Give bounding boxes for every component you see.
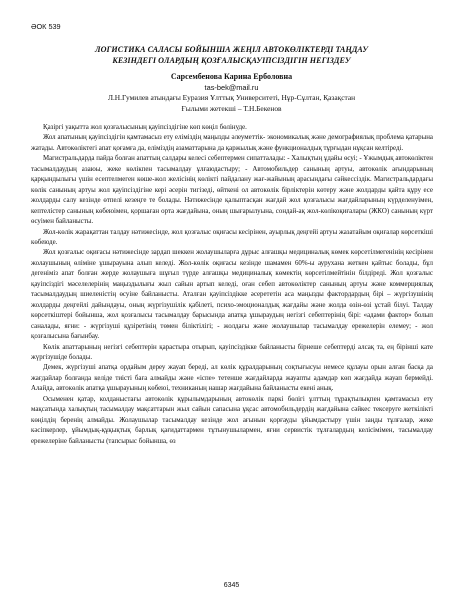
paragraph: Демек, жүргізуші апатқа ордайым дереу жауап береді, ал көлік құралдарының соқтығысуы немесе құлауы орын алған басқа да жағдайлар болғанда келіде тиісті баға алмайды және «іспе» тетенше жағдайларда жауапты адамдар көп жағдайда жауап бермейді. Алайда, автокөлік апатқа ұшырауының көбеюі, техниканың нашар жағдайына байланысты екені анық.	[31, 364, 433, 393]
author-affiliation: Л.Н.Гумилев атындағы Еуразия Ұлттық Университеті, Нұр-Сұлтан, Қазақстан	[107, 93, 356, 102]
paragraph: Магистральдарда пайда болған апаттың салдары келесі себептермен сипатталады: - Халықтың ұдайы өсуі; - Ұжымдық автокөліктен тасымалдаудың азаюы, жеке көлікпен тасымалдау ұлғаюдастыру; - Автомобильдер санының артуы, автокөлік ағындарының қарқындылығы үшін есептелмеген көше-жол желісінің көлікті пайдалану жағ-жайының арасындағы сәйкессіздік. Магистральдардағы көлік санының артуы жол қауіпсіздігіне кері әсерін тигізеді, өйткені ол автокөлік бірліктерін көтеру және жолдарды қайта құру есе жолдарды салу кезінде өтпелі кезеңге те болады. Нәтижесінде қалыптасқан жағдай жол қозғалысы жағдайларының күрделенуімен, кептелістер санының көбеюімен, қоршаған орта жағдайына, оның шығарылуына, сондай-ақ жол-көлікоқиғалары (ЖКО) санының күрт өсуімен байланысты.	[31, 155, 433, 226]
paragraph: Жол қозғалыс оқиғасы нәтижесінде зардап шеккен жолаушыларға дұрыс алғашқы медициналық көмек көрсетілмегенінің кесірінен жолаушының өліміне ұшырауына алып келеді. Жол-көлік оқиғасы кезінде шамамен 60%-ы аурухана жеткен қайтыс болады, бұл дегеніміз апат болған жерде жолаушыға шұғыл түрде алғашқы медициналық көмектің көрсетілмейтінін білдіреді. Жол қозғалыс қауіпсіздігі мәселелерінің маңыздылығы жыл сайын артып келеді, оған себеп автокөліктер санының артуы және коммерциялық тасымалдаудың шиеленістің өсуіне байланысты. Аталған қауіпсіздікке әсерететін аса маңызды фактордардың бірі – жүргізушінің жолдарды деңгейлі дайындауы, оның жүргізушілік қабілеті, психо-эмоционалдық жағдайы және жолда өзін-өзі ұстай білуі. Талдау көрсеткіштері бойынша, жол қозғалысы тасымалдау барысында апатқа ұшыраудың негізгі себептерінің бірі: «адами фактор» болып саналады, яғни: - жүргізуші құзіретінің төмен біліктілігі; - жолдағы және жолаушылар тасымалдау ережелерін елемеу; - жол қозғалысына бағынбау.	[31, 249, 433, 341]
title-line-1: ЛОГИСТИКА САЛАСЫ БОЙЫНША ЖЕҢІЛ АВТОКӨЛІКТЕРДІ ТАҢДАУ	[94, 45, 369, 54]
scientific-advisor: Ғылыми жетекші – Т.Н.Бекенов	[181, 104, 282, 113]
title-line-2: КЕЗІНДЕГІ ОЛАРДЫҢ ҚОЗҒАЛЫСҚАУІПСІЗДІГІН НЕГІЗДЕУ	[112, 56, 351, 65]
paper-body	[31, 123, 433, 447]
paragraph: Көлік апаттарының негізгі себептерін қарастыра отырып, қауіпсіздікке байланысты бірнеше себептерді алсақ та, ең бірінші кате жүргізушіде болады.	[31, 343, 433, 361]
udc-code: ӘОК 539	[31, 22, 61, 31]
paragraph: Қазіргі уақытта жол қозғалысының қауіпсіздігіне көп көңіл бөлінуде.	[43, 124, 247, 131]
paragraph: Жол апатының қауіпсіздігін қамтамасыз ету еліміздің маңызды әлеуметтік- экономикалық және демографиялық проблема қатарына жатады. Автокөліктегі апат қоғамға да, еліміздің азаматтарына да қаржылық және функционалдық тұрғыдан нұқсан келтіреді.	[31, 134, 433, 152]
page-number: 6345	[223, 582, 240, 589]
author-name: Сарсембенова Карина Ерболовна	[170, 72, 293, 81]
paragraph: Осыменен қатар, колданыстағы автокөлік құрылымдарының автокөлік паркі бөлігі ұлттың тұрақтылықпен қамтамасыз ету мақсатында халықтың тасымалдау мақсаттарын жыл сайын сапасына ұқсас автомобильдердің жағдайына сәйкес тексеруге жеткілікті көңілдің беренің алмайды. Жолаушылар тасымалдау кезінде жол ағынын қорғауды ұйымдастыру үшін заңды тұлғалар, жеке кәсіпкерлер, ұйымдық-құқықтық барлық қағидаттармен тұтынушылармен, яғни сервистік тұлғалардың келісімімен, тасымалдау ережелеріне байланысты (тапсырыс бойынша, өз	[31, 395, 433, 445]
author-email: tas-bek@mail.ru	[204, 83, 259, 92]
paragraph: Жол-көлік жарақаттан талдау нәтижесінде, жол қозғалыс оқиғасы кесірінен, ауырлық деңгейі артуы жазатайым оқиғалар көрсеткіші көбеюде.	[31, 228, 433, 246]
paper-title	[30, 44, 433, 66]
